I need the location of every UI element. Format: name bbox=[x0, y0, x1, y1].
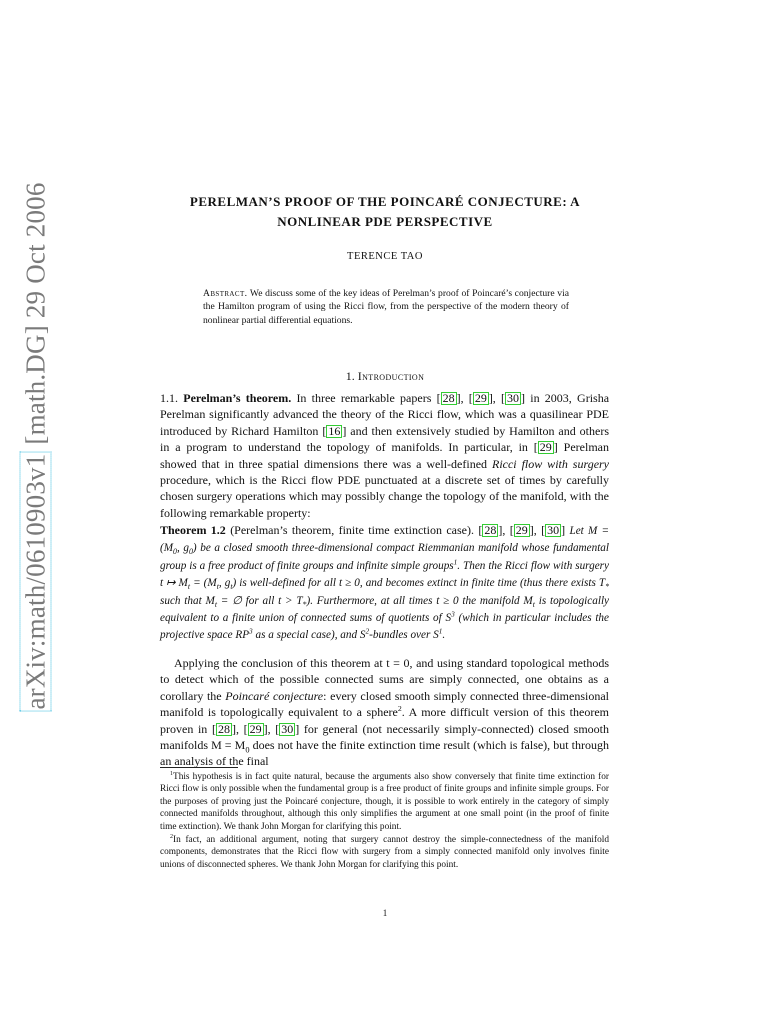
math: , g bbox=[176, 542, 189, 555]
section-number: 1. bbox=[345, 369, 355, 383]
math: such that M bbox=[160, 594, 215, 607]
footnote-text: This hypothesis is in fact quite natural, because the arguments also show conversely that finite time extinction for Ricci flow is only possible when the fundamental group is a free product of finite groups and infinite simple groups. For the purposes of proving just the Poincaré conjecture, though, it is possible to work entirely in the category of simply connected manifolds throughout, although this only simplifies the argument at one small point (in the proof of finite time extinction). We thank John Morgan for clarifying this point. bbox=[160, 772, 609, 832]
text: . bbox=[442, 629, 446, 642]
footnote-mark: 2 bbox=[170, 833, 174, 840]
section-heading bbox=[160, 369, 610, 384]
arxiv-category: [math.DG] bbox=[20, 325, 51, 445]
text: : every closed smooth simply connected three-dimensional manifold is topologically equivalent to a sphere bbox=[160, 688, 609, 720]
citation-link[interactable]: 28 bbox=[217, 721, 230, 736]
subsection-number: 1.1. bbox=[160, 391, 178, 405]
footnote-1 bbox=[160, 771, 609, 833]
math: = ∅ for all t > T bbox=[217, 594, 303, 607]
citation-link[interactable]: 16 bbox=[328, 423, 341, 438]
text: Applying the conclusion of this theorem at t = 0, and using standard topological methods to detect which of the possible connected sums are simply connected, one obtains as a corollary the bbox=[160, 656, 609, 703]
abstract bbox=[203, 287, 569, 327]
text: ) be a closed smooth three-dimensional compact Riemmanian manifold whose fundamental group is a free product of finite groups and infinite simple groups bbox=[160, 542, 609, 572]
page-number: 1 bbox=[382, 908, 388, 918]
text: in 2003, Grisha Perelman significantly advanced the theory of the Ricci flow, which was a quasilinear PDE introduced by Richard Hamilton bbox=[160, 391, 610, 438]
footnote-mark: 1 bbox=[170, 770, 174, 777]
text: does not have the finite extinction time result (which is false), but through an analysis of the final bbox=[160, 738, 609, 769]
theorem-subtitle: (Perelman’s theorem, finite time extinction case). bbox=[230, 523, 474, 537]
theorem-statement: Let $M = (M_0$, $g_0$) be a closed smooth three-dimensional compact Riemmanian manifold whose fundamental group is a free product of finite groups and infinite simple groups$^1$. Then the Ricci flow with surgery t ↦ $M_t = (M_t$, $g_t$) is well-defined for all t ≥ 0, and becomes extinct in finite time (thus there exists $T_*$ such that $M_t$ = ∅ for all $t > T_*$). Furthermore, at all times t ≥ 0 the manifold $M_t$ is topologically equivalent to a finite union of connected sums of quotients of $S^3$ (which in particular includes the projective space $RP^3$ as a special case), and $S^2$-bundles over $S^1$. bbox=[160, 525, 610, 642]
math: . Then the Ricci flow with surgery t ↦ M bbox=[160, 559, 609, 590]
arxiv-id-link[interactable]: arXiv:math/0610903v1 bbox=[20, 453, 51, 710]
text: (which in particular includes the projective space RP bbox=[160, 612, 609, 642]
author-name: TERENCE TAO bbox=[347, 251, 423, 262]
citation-link[interactable]: 30 bbox=[547, 523, 560, 537]
citation-link[interactable]: 28 bbox=[484, 523, 497, 537]
paper-title-line1: PERELMAN’S PROOF OF THE POINCARÉ CONJECTURE: A bbox=[189, 194, 581, 209]
emphasis: Ricci flow with surgery bbox=[491, 456, 610, 471]
text: Perelman showed that in three spatial dimensions there was a well-defined bbox=[160, 440, 609, 471]
arxiv-date: 29 Oct 2006 bbox=[20, 182, 51, 319]
paragraph-corollary: Applying the conclusion of this theorem at t = 0, and using standard topological methods to detect which of the possible connected sums are simply connected, one obtains as a corollary the Poincaré conjecture: every closed smooth simply connected three-dimensional manifold is topologically equivalent to a sphere$^2$. A more difficult version of this theorem proven in [ 28 ], [ 29 ], [ 30 ] for general (not necessarily simply-connected) closed smooth manifolds $M = M_0$ does not have the finite extinction time result (which is false), but through an analysis of the final bbox=[160, 656, 610, 769]
paper-title-line2: NONLINEAR PDE PERSPECTIVE bbox=[277, 214, 493, 229]
text: -bundles over S bbox=[369, 629, 439, 642]
subsection-heading: Perelman’s theorem. bbox=[183, 391, 292, 405]
footnote-ref[interactable]: 1 bbox=[453, 558, 458, 567]
citation-link[interactable]: 28 bbox=[442, 391, 455, 405]
text: ). Furthermore, at all times t ≥ 0 the manifold M bbox=[306, 594, 533, 607]
emphasis: Poincaré conjecture bbox=[225, 688, 324, 703]
text: ) is well-defined for all t ≥ 0, and becomes extinct in finite time (thus there exists T bbox=[232, 577, 606, 590]
citation-link[interactable]: 30 bbox=[507, 391, 520, 405]
theorem-1-2: Theorem 1.2 (Perelman’s theorem, finite time extinction case). [ 28 ], [ 29 ], [ 30 ] Let $M = (M_0$, $g_0$) be a closed smooth three-dimensional compact Riemmanian manifold whose fundamental group is a free product of finite groups and infinite simple groups$^1$. Then the Ricci flow with surgery t ↦ $M_t = (M_t$, $g_t$) is well-defined for all t ≥ 0, and becomes extinct in finite time (thus there exists $T_*$ such that $M_t$ = ∅ for all $t > T_*$). Furthermore, at all times t ≥ 0 the manifold $M_t$ is topologically equivalent to a finite union of connected sums of quotients of $S^3$ (which in particular includes the projective space $RP^3$ as a special case), and $S^2$-bundles over $S^1$. bbox=[160, 523, 610, 642]
abstract-text: We discuss some of the key ideas of Perelman’s proof of Poincaré’s conjecture via the Hamilton program of using the Ricci flow, from the perspective of the modern theory of nonlinear partial differential equations. bbox=[203, 288, 569, 326]
abstract-label: Abstract. bbox=[203, 288, 248, 299]
citation-link[interactable]: 29 bbox=[515, 523, 528, 537]
math: Let M = (M bbox=[160, 525, 609, 555]
arxiv-stamp bbox=[14, 182, 58, 710]
text: as a special case), and S bbox=[252, 629, 366, 642]
citation-link[interactable]: 30 bbox=[281, 721, 294, 736]
arxiv-stamp-text bbox=[21, 182, 52, 711]
text: . A more difficult version of this theorem proven in bbox=[160, 705, 609, 736]
text: for general (not necessarily simply-connected) closed smooth manifolds M = M bbox=[160, 721, 610, 753]
text: procedure, which is the Ricci flow PDE punctuated at a discrete set of times by carefully chosen surgery operations which may possibly change the topology of the manifold, with the following remarkable property: bbox=[160, 473, 609, 520]
text: and then extensively studied by Hamilton and others in a program to understand the topology of manifolds. In particular, in bbox=[160, 423, 609, 455]
math: , g bbox=[218, 577, 231, 590]
paper-title bbox=[160, 192, 610, 232]
footnote-text: In fact, an additional argument, noting that surgery cannot destroy the simple-connectedness of the manifold components, demonstrates that the Ricci flow with surgery from a simply connected manifold only involves finite unions of disconnected spheres. We thank John Morgan for clarifying this point. bbox=[160, 835, 609, 870]
text: In three remarkable papers bbox=[296, 391, 432, 405]
section-title: Introduction bbox=[357, 369, 425, 383]
footnote-divider bbox=[160, 767, 238, 768]
citation-link[interactable]: 29 bbox=[539, 440, 552, 455]
math: = (M bbox=[190, 577, 217, 590]
citation-link[interactable]: 29 bbox=[249, 721, 262, 736]
paragraph-perelman-theorem: 1.1. Perelman’s theorem. In three remarkable papers [ 28 ], [ 29 ], [ 30 ] in 2003, Grisha Perelman significantly advanced the theory of the Ricci flow, which was a quasilinear PDE introduced by Richard Hamilton [ 16 ] and then extensively studied by Hamilton and others in a program to understand the topology of manifolds. In particular, in [ 29 ] Perelman showed that in three spatial dimensions there was a well-defined Ricci flow with surgery procedure, which is the Ricci flow PDE punctuated at a discrete set of times by carefully chosen surgery operations which may possibly change the topology of the manifold, with the following remarkable property: bbox=[160, 391, 610, 520]
citation-link[interactable]: 29 bbox=[474, 391, 487, 405]
footnotes bbox=[160, 771, 609, 872]
footnote-ref[interactable]: 2 bbox=[397, 704, 402, 714]
theorem-label: Theorem 1.2 bbox=[160, 523, 226, 537]
text: is topologically equivalent to a finite union of connected sums of quotients of S bbox=[160, 594, 610, 625]
footnote-2 bbox=[160, 834, 609, 871]
